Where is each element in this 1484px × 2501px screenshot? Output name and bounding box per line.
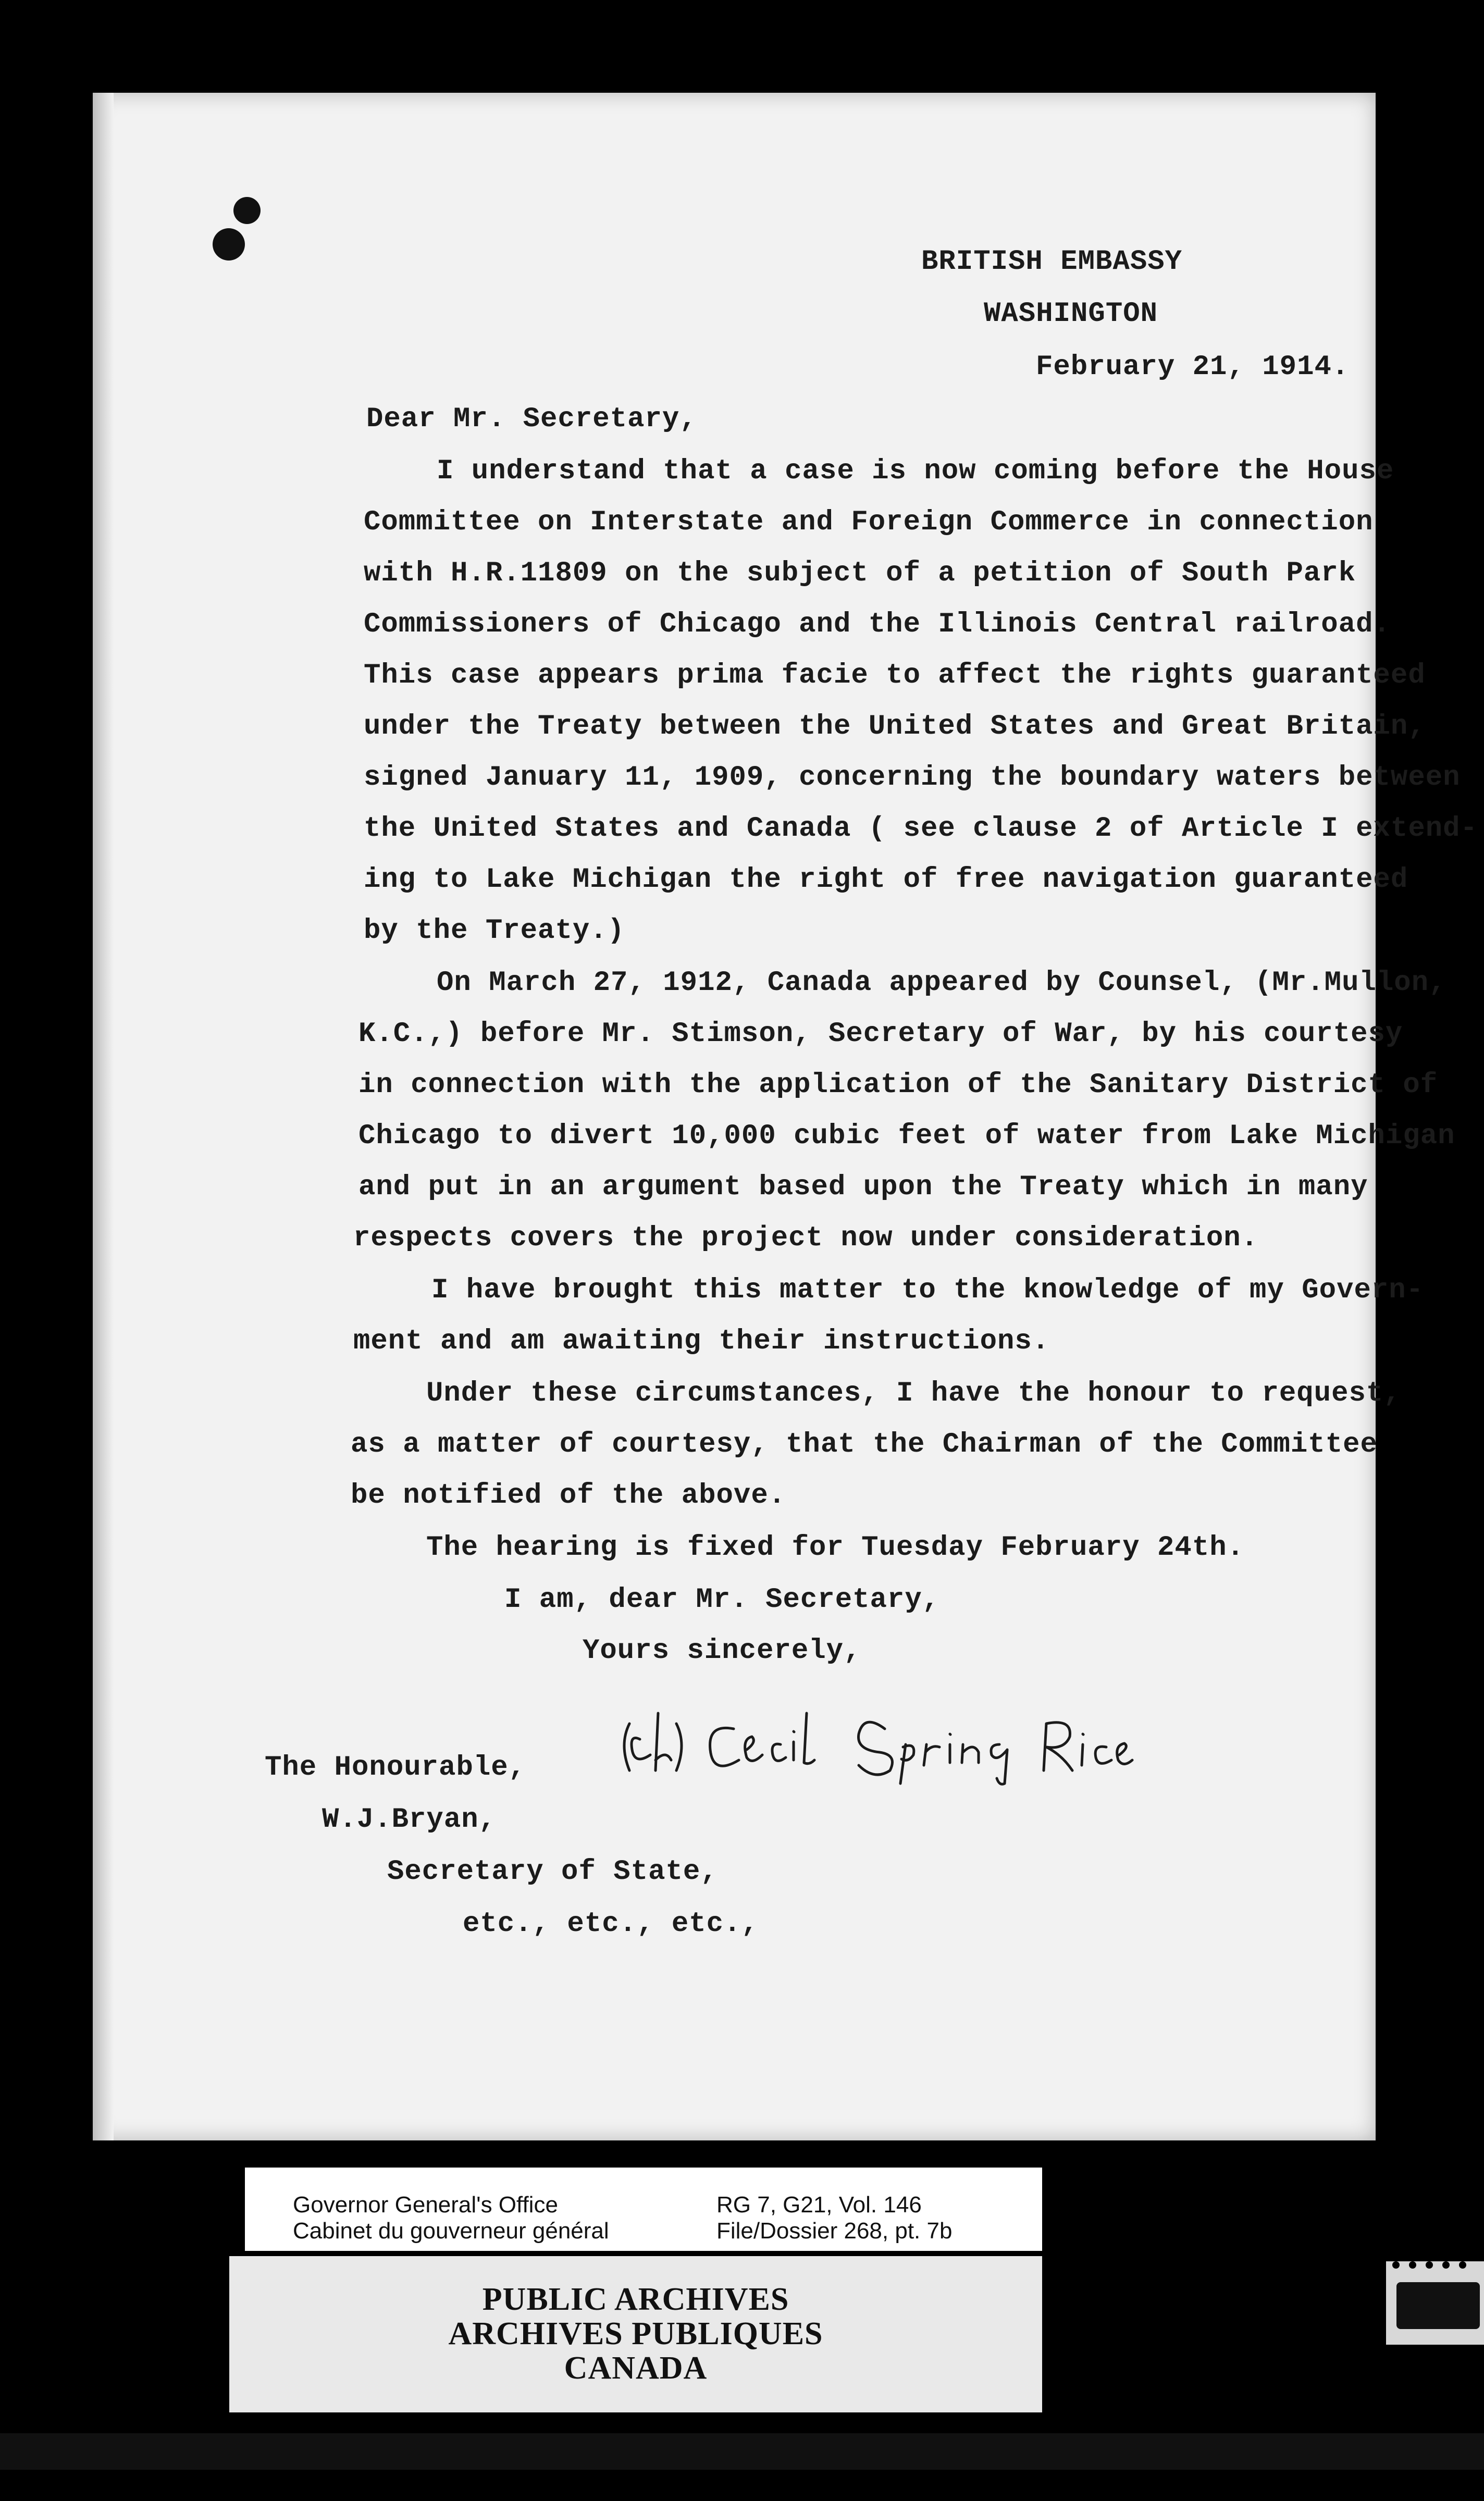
body-line: Commissioners of Chicago and the Illinois Central railroad. bbox=[364, 609, 1391, 640]
body-line: be notified of the above. bbox=[351, 1480, 786, 1512]
body-line: ment and am awaiting their instructions. bbox=[353, 1326, 1050, 1357]
archive-stamp bbox=[229, 2256, 1042, 2412]
body-line: This case appears prima facie to affect the rights guaranteed bbox=[364, 660, 1426, 691]
file-number: File/Dossier 268, pt. 7b bbox=[716, 2218, 953, 2244]
perforation bbox=[1442, 2261, 1450, 2269]
letter-date: February 21, 1914. bbox=[1036, 351, 1350, 383]
address-line: W.J.Bryan, bbox=[322, 1804, 497, 1836]
office-en: Governor General's Office bbox=[293, 2192, 558, 2218]
film-bottom-strip bbox=[0, 2433, 1484, 2470]
letterhead-embassy: BRITISH EMBASSY bbox=[921, 246, 1183, 278]
body-line: as a matter of courtesy, that the Chairman of the Committee bbox=[351, 1429, 1378, 1460]
page-edge-shadow bbox=[93, 93, 114, 2140]
body-line: ing to Lake Michigan the right of free navigation guaranteed bbox=[364, 864, 1408, 896]
body-line: K.C.,) before Mr. Stimson, Secretary of War, by his courtesy bbox=[358, 1018, 1403, 1050]
body-line: I have brought this matter to the knowledge of my Govern- bbox=[431, 1274, 1424, 1306]
stamp-line-fr: ARCHIVES PUBLIQUES bbox=[448, 2316, 823, 2351]
stamp-line-en: PUBLIC ARCHIVES bbox=[482, 2282, 789, 2317]
address-line: etc., etc., etc., bbox=[463, 1908, 759, 1940]
address-line: Secretary of State, bbox=[387, 1856, 718, 1888]
body-line: Committee on Interstate and Foreign Commerce in connection bbox=[364, 506, 1374, 538]
body-line: by the Treaty.) bbox=[364, 915, 625, 947]
address-line: The Honourable, bbox=[265, 1752, 526, 1784]
punch-hole bbox=[213, 228, 245, 261]
handwritten-signature bbox=[614, 1692, 1135, 1786]
salutation: Dear Mr. Secretary, bbox=[366, 403, 697, 435]
reference-number: RG 7, G21, Vol. 146 bbox=[716, 2192, 922, 2218]
body-line: in connection with the application of the Sanitary District of bbox=[358, 1069, 1438, 1101]
perforation bbox=[1459, 2261, 1466, 2269]
film-frame-tab bbox=[1386, 2261, 1484, 2345]
archive-reference-label bbox=[245, 2168, 1042, 2251]
body-line: On March 27, 1912, Canada appeared by Counsel, (Mr.Mullon, bbox=[437, 967, 1446, 999]
stamp-line-country: CANADA bbox=[564, 2350, 708, 2386]
office-fr: Cabinet du gouverneur général bbox=[293, 2218, 609, 2244]
body-line: I understand that a case is now coming before the House bbox=[437, 455, 1394, 487]
body-line: and put in an argument based upon the Treaty which in many bbox=[358, 1171, 1368, 1203]
body-line: respects covers the project now under consideration. bbox=[353, 1222, 1259, 1254]
perforation bbox=[1409, 2261, 1416, 2269]
body-line: under the Treaty between the United States and Great Britain, bbox=[364, 711, 1426, 742]
letter-page bbox=[93, 93, 1478, 2140]
closing-line: Yours sincerely, bbox=[583, 1635, 861, 1667]
body-line: the United States and Canada ( see clause 2 of Article I extend- bbox=[364, 813, 1478, 845]
perforation bbox=[1392, 2261, 1400, 2269]
body-line: The hearing is fixed for Tuesday February 24th. bbox=[426, 1532, 1245, 1564]
letterhead-city: WASHINGTON bbox=[984, 298, 1158, 330]
body-line: with H.R.11809 on the subject of a petition of South Park bbox=[364, 558, 1356, 589]
body-line: signed January 11, 1909, concerning the boundary waters between bbox=[364, 762, 1461, 794]
closing-line: I am, dear Mr. Secretary, bbox=[504, 1584, 940, 1616]
perforation bbox=[1426, 2261, 1433, 2269]
punch-hole bbox=[233, 197, 261, 224]
body-line: Under these circumstances, I have the honour to request, bbox=[426, 1378, 1401, 1409]
body-line: Chicago to divert 10,000 cubic feet of water from Lake Michigan bbox=[358, 1120, 1455, 1152]
frame-number-block bbox=[1396, 2282, 1480, 2329]
